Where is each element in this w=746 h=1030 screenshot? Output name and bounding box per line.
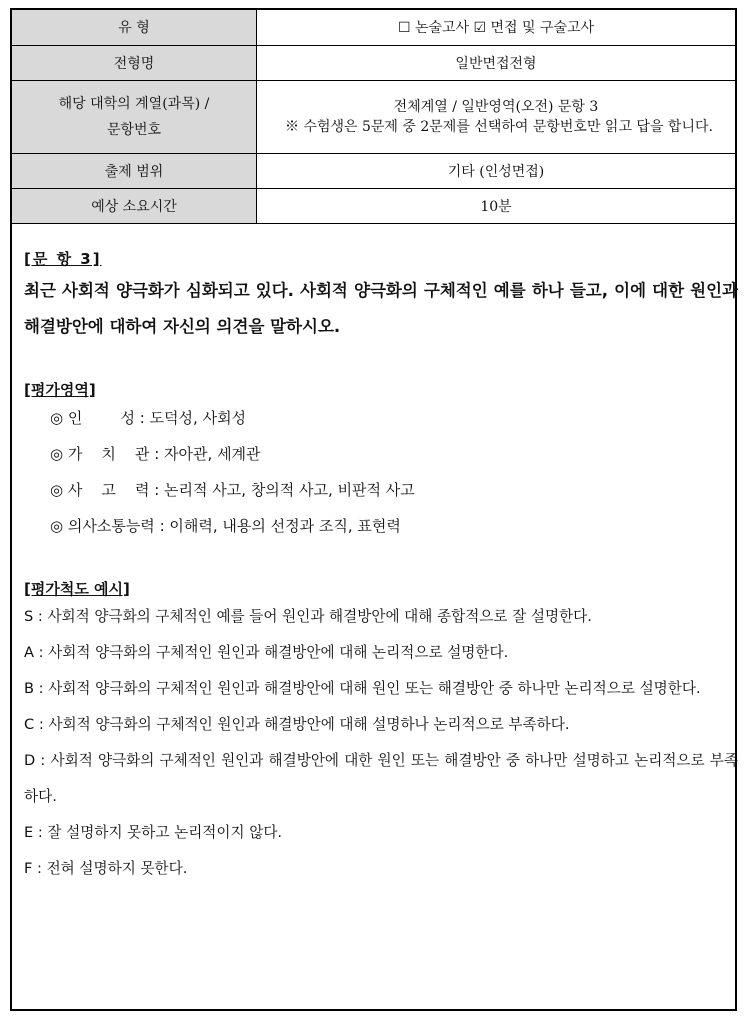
question-header: [문 항 3] bbox=[24, 250, 102, 268]
rating-item-b: B : 사회적 양극화의 구체적인 원인과 해결방안에 대해 원인 또는 해결방안 중 하나만 논리적으로 설명한다. bbox=[24, 680, 701, 697]
row-time bbox=[12, 188, 735, 223]
dept-note: ※ 수험생은 5문제 중 2문제를 선택하여 문항번호만 읽고 답을 합니다. bbox=[285, 118, 713, 135]
rating-item-f: F : 전혀 설명하지 못한다. bbox=[24, 860, 188, 877]
question-body bbox=[24, 248, 738, 887]
rating-item-s: S : 사회적 양극화의 구체적인 예를 들어 원인과 해결방안에 대해 종합적으로 잘 설명한다. bbox=[24, 608, 592, 625]
row-type bbox=[12, 10, 735, 45]
evaluation-areas-list bbox=[24, 400, 738, 544]
dept-value bbox=[257, 80, 736, 153]
question-text: 최근 사회적 양극화가 심화되고 있다. 사회적 양극화의 구체적인 예를 하나 들고, 이에 대한 원인과 해결방안에 대하여 자신의 의견을 말하시오. bbox=[24, 281, 738, 336]
scope-label: 출제 범위 bbox=[12, 153, 257, 188]
evaluation-areas-header: [평가영역] bbox=[24, 381, 96, 399]
evaluation-area-item: ◎ 의사소통능력 : 이해력, 내용의 선정과 조직, 표현력 bbox=[50, 517, 401, 535]
rating-item-a: A : 사회적 양극화의 구체적인 원인과 해결방안에 대해 논리적으로 설명한다. bbox=[24, 644, 509, 661]
screening-label: 전형명 bbox=[12, 45, 257, 80]
evaluation-area-item: ◎ 가 치 관 : 자아관, 세계관 bbox=[50, 445, 261, 463]
rating-scale-list bbox=[24, 599, 738, 887]
screening-value: 일반면접전형 bbox=[257, 45, 736, 80]
rating-item-e: E : 잘 설명하지 못하고 논리적이지 않다. bbox=[24, 824, 283, 841]
evaluation-area-item: ◎ 사 고 력 : 논리적 사고, 창의적 사고, 비판적 사고 bbox=[50, 481, 415, 499]
rating-scale-header: [평가척도 예시] bbox=[24, 580, 130, 598]
time-value: 10분 bbox=[257, 188, 736, 223]
rating-item-c: C : 사회적 양극화의 구체적인 원인과 해결방안에 대해 설명하나 논리적으로 부족하다. bbox=[24, 716, 570, 733]
meta-table bbox=[12, 10, 735, 224]
time-label: 예상 소요시간 bbox=[12, 188, 257, 223]
dept-label-line1: 해당 대학의 계열(과목) / bbox=[58, 95, 210, 112]
dept-label-line2: 문항번호 bbox=[106, 121, 162, 138]
type-value: ☐ 논술고사 ☑ 면접 및 구술고사 bbox=[257, 10, 736, 45]
evaluation-area-item: ◎ 인 성 : 도덕성, 사회성 bbox=[50, 409, 247, 427]
scope-value: 기타 (인성면접) bbox=[257, 153, 736, 188]
dept-value-line: 전체계열 / 일반영역(오전) 문항 3 bbox=[393, 98, 599, 115]
dept-label bbox=[12, 80, 257, 153]
rating-item-d: D : 사회적 양극화의 구체적인 원인과 해결방안에 대한 원인 또는 해결방안 중 하나만 설명하고 논리적으로 부족하다. bbox=[24, 752, 738, 805]
row-dept bbox=[12, 80, 735, 153]
type-label: 유 형 bbox=[12, 10, 257, 45]
row-screening bbox=[12, 45, 735, 80]
row-scope bbox=[12, 153, 735, 188]
